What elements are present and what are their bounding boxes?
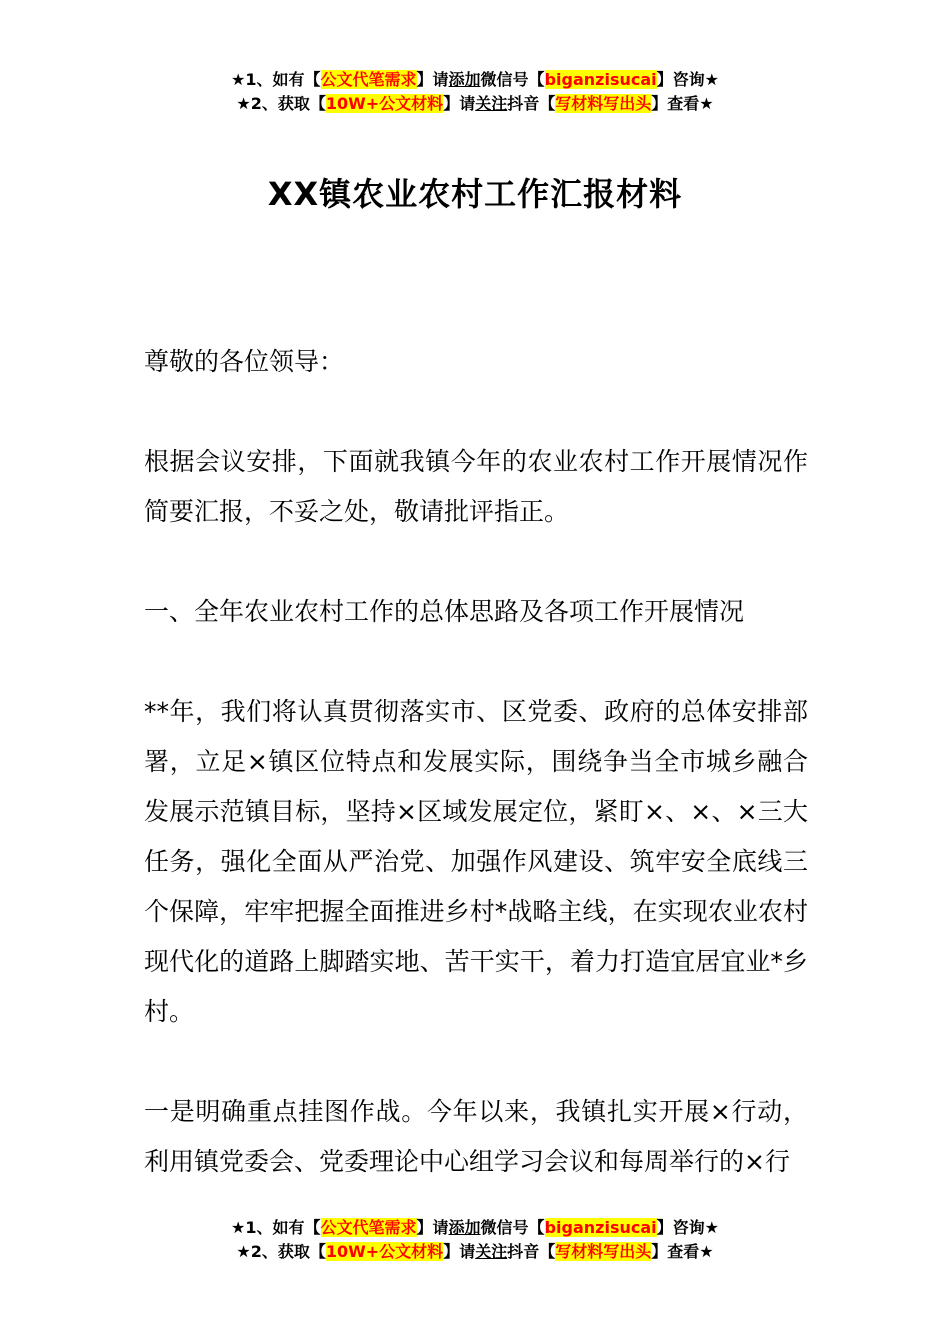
banner-line-1 [0,68,950,92]
banner-text: 微信号【 [480,1218,545,1237]
highlight-materials: 10W+公文材料 [325,94,444,113]
banner-text: ★2、获取【 [236,1242,326,1261]
banner-text: 】查看★ [651,94,714,113]
banner-text: 微信号【 [480,70,545,89]
highlight-douyin-id: 写材料写出头 [555,1242,652,1261]
banner-line-2 [0,1240,950,1264]
banner-text: 】咨询★ [656,70,719,89]
highlight-wechat-id: biganzisucai [544,70,657,89]
document-title: XX镇农业农村工作汇报材料 [267,175,683,214]
header-banner [0,68,950,116]
banner-line-1 [0,1216,950,1240]
banner-text: ★1、如有【 [231,1218,321,1237]
salutation: 尊敬的各位领导： [144,347,345,376]
highlight-douyin-id: 写材料写出头 [555,94,652,113]
banner-underlined-text: 关注 [475,1242,508,1261]
body-paragraph: 一是明确重点挂图作战。今年以来，我镇扎实开展×行动，利用镇党委会、党委理论中心组学习会议和每周举行的×行 [144,1097,808,1176]
banner-underlined-text: 添加 [448,1218,481,1237]
banner-text: 】请 [416,1218,449,1237]
highlight-wechat-id: biganzisucai [544,1218,657,1237]
banner-line-2 [0,92,950,116]
banner-underlined-text: 关注 [475,94,508,113]
banner-text: 】请 [416,70,449,89]
banner-text: ★2、获取【 [236,94,326,113]
body-paragraph: **年，我们将认真贯彻落实市、区党委、政府的总体安排部署，立足×镇区位特点和发展实际，围绕争当全市城乡融合发展示范镇目标，坚持×区域发展定位，紧盯×、×、×三大任务，强化全面从严治党、加强作风建设、筑牢安全底线三个保障，牢牢把握全面推进乡村*战略主线，在实现农业农村现代化的道路上脚踏实地、苦干实干，着力打造宜居宜业*乡村。 [144,697,808,1026]
highlight-ghostwriting: 公文代笔需求 [320,1218,417,1237]
banner-underlined-text: 添加 [448,70,481,89]
highlight-materials: 10W+公文材料 [325,1242,444,1261]
banner-text: 抖音【 [507,94,556,113]
footer-banner [0,1216,950,1264]
highlight-ghostwriting: 公文代笔需求 [320,70,417,89]
banner-text: ★1、如有【 [231,70,321,89]
banner-text: 】请 [443,1242,476,1261]
document-body [144,337,808,1237]
section-heading: 一、全年农业农村工作的总体思路及各项工作开展情况 [144,597,745,626]
intro-paragraph: 根据会议安排，下面就我镇今年的农业农村工作开展情况作简要汇报，不妥之处，敬请批评指正。 [144,447,808,526]
banner-text: 】查看★ [651,1242,714,1261]
banner-text: 抖音【 [507,1242,556,1261]
banner-text: 】请 [443,94,476,113]
banner-text: 】咨询★ [656,1218,719,1237]
